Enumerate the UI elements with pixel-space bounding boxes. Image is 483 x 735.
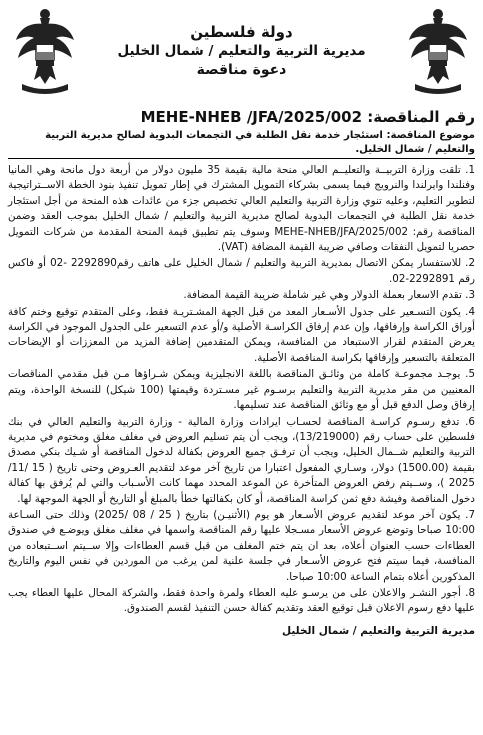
tender-reference [8,108,475,126]
palestine-eagle-emblem-icon [14,6,76,94]
directorate-title: مديرية التربية والتعليم / شمال الخليل [117,43,366,59]
list-item: 2. للاستفسار يمكن الاتصال بمديرية التربية والتعليم / شمال الخليل على هاتف رقم2292890 -02 أو فاكس رقم 2292891-02. [8,257,476,285]
tender-invitation-title: دعوة مناقصة [196,62,287,78]
country-title: دولة فلسطين [190,23,293,41]
signature-block: مديرية التربية والتعليم / شمال الخليل [282,624,475,637]
list-item: 3. تقدم الاسعار بعملة الدولار وهي غير شاملة ضريبة القيمة المضافة. [183,289,475,302]
header-titles [88,22,395,80]
tender-ref-number: MEHE-NHEB /JFA/2025/002 [140,108,363,126]
tender-subject-text: استئجار خدمة نقل الطلبة في التجمعات البدوية لصالح مديرية التربية والتعليم / شمال الخليل. [45,130,475,155]
tender-ref-label: رقم المناقصة: [367,108,475,126]
tender-terms-list [8,163,475,617]
list-item: 7. يكون آخر موعد لتقديم عروض الأسـعار هو يوم (الأثنيـن) بتاريخ ( 25 / 08 /2025) وذلك حتى السـاعة 10:00 صباحا وتوضع عروض الأسعار مسـجلا عليها رقم المناقصة واسمها في مغلف مغلق ويوضـع في صندوق العطاءات حسب العنوان أعلاه، بعد ان يتم ختم المغلف من قبل قسم العطاءات وإلا ســيتم اســتبعاده من المنافسة، فيما سيتم فتح عروض الأسـعار في جلسة علنية لمن يرغب من الموردين في نفس اليوم والتاريخ المذكورين أعلاه بتمام الساعة 10:00 صباحا. [8,508,475,583]
list-item: 8. أجور النشـر والاعلان على من يرسـو عليه العطاء ولمرة واحدة فقط، والشركة المحال عليها العطاء يجب عليها دفع رسوم الاعلان قبل توقيع العقد وتقديم كفالة حسن التنفيذ لقسم الصندوق. [8,586,475,615]
tender-subject [8,129,475,159]
tender-subject-label: موضوع المناقصة: [386,130,475,141]
palestine-eagle-emblem-icon [407,6,469,94]
document-header [8,0,475,108]
list-item: 4. يكون التسـعير على جدول الأسـعار المعد من قبل الجهة المشـتريـة فقط، وعلى المتقدم توقيع وختم كافة أوراق الكراسة وإرفاقها، وإن عدم إرفاق الكراسـة الأصلية و/أو عدم التسعير على الجدول الموجود في الكراسة يعرض المتقدم لقرار الاستبعاد من المنافسة، ويمكن المتقدمين إضافة المزيد من المعززات أو الإيضاحات المتعلقة بالتسعير وإرفاقها بكراسة المناقصة الأصلية. [8,305,475,364]
list-item: 6. تدفع رسـوم كراسـة المناقصة لحسـاب ايرادات وزارة المالية - وزارة التربية والتعليم العالي في بنك فلسطين على حساب رقم (13/219000)، ويجب أن يتم تسليم العروض في مغلف مغلق ومختوم في مديرية التربية والتعليم شــمال الخليل، ويجب أن ترفـق جميع العروض بكفالة لدخول المناقصة أو شـيك بنكي مصدق بقيمة (1500.00) دولار، وسـاري المفعول اعتبارا من تاريخ آخر موعد لتقديم العـروض وحتى تاريخ ( 15 /11/ 2025 )، وســيتم رفض العروض المتأخرة عن الموعد المحدد مهما كانت الأسـباب والتي لم يُرفق بها كفالة دخول المناقصة وفيشة دفع ثمن كراسة المناقصة، أو كان بكفالتها خطأ بالمبلغ أو التاريخ أو الجهة الموجهة لها. [8,415,475,505]
list-item: 1. تلقت وزارة التربيــة والتعليــم العالي منحة مالية بقيمة 35 مليون دولار من أربعة دول مانحة وهي المانيا وفنلندا وايرلندا والنرويج فيما يسمى بشركاء التمويل المشترك في إطار تمويل تنفيذ بنود الخطة الاســتراتيجية لتطوير التعليم، وعليه تنوي وزارة التربية والتعليم العالي تخصيص جزء من عائدات هذه المنحة من أجل استئجار خدمة نقل الطلبة في التجمعات البدوية لصالح مديرية التربية والتعليم / شمال الخليل بموجب العقد وضمن المناقصة رقم: MEHE-NHEB/JFA/2025/002 وسوف يتم تطبيق قيمة المنحة المقدمة من شركات التمويل حصريا لتمويل النفقات وصافي ضريبة القيمة المضافة (VAT). [8,164,475,254]
list-item: 5. يوجـد مجموعـة كاملة من وثائـق المناقصة باللغة الانجليزية ويمكن شـراؤها مـن قبل مقدمي المناقصات المعنيين من مقر مديرية التربية والتعليم برسـوم غير مسـتردة وقيمتها (100 شيكل) للنسخة الواحدة، ويتم إرفاق وصل الدفع قبل أو مع وثائق المناقصة عند تسليمها. [8,368,476,412]
